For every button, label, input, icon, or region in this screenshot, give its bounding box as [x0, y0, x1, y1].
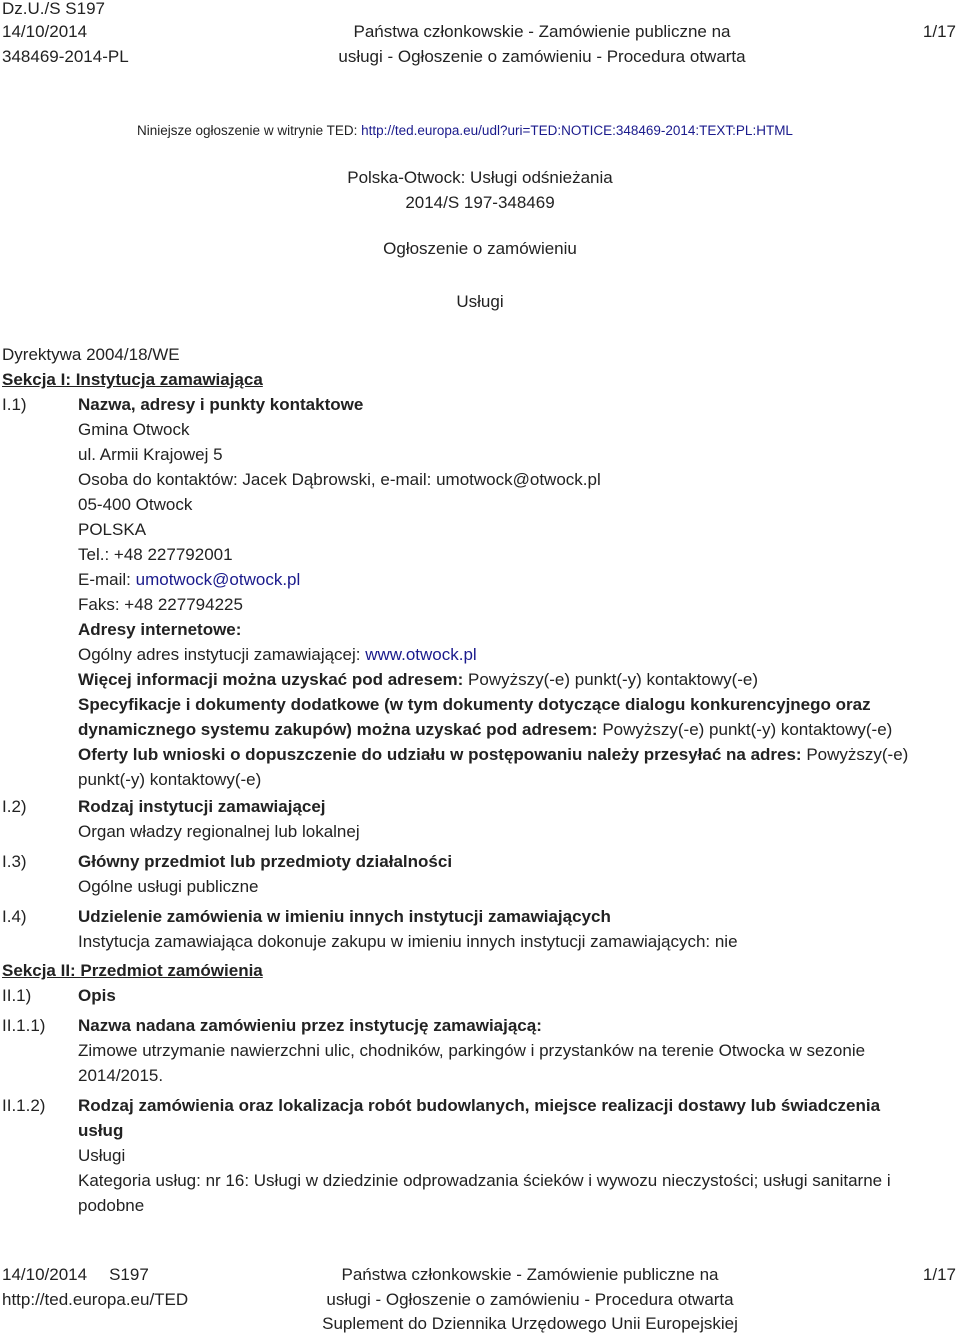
offers-value-2: punkt(-y) kontaktowy(-e): [78, 770, 262, 789]
ii12-category-2: podobne: [78, 1196, 145, 1215]
footer-title-line3: Suplement do Dziennika Urzędowego Unii Europejskiej: [322, 1314, 738, 1333]
i4-value: Instytucja zamawiająca dokonuje zakupu w imieniu innych instytucji zamawiających: nie: [78, 932, 738, 951]
footer-url[interactable]: http://ted.europa.eu/TED: [2, 1290, 189, 1309]
authority-fax: Faks: +48 227794225: [78, 595, 243, 614]
i4-number: I.4): [2, 907, 27, 926]
general-address-link[interactable]: www.otwock.pl: [365, 645, 477, 664]
ii12-title-2: usług: [78, 1121, 124, 1140]
spec-label-line2: dynamicznego systemu zakupów) można uzyskać pod adresem:: [78, 720, 603, 739]
notice-link-line: [137, 123, 793, 138]
ii1-title: Opis: [78, 986, 116, 1005]
header-title-line2: usługi - Ogłoszenie o zamówieniu - Procedura otwarta: [338, 47, 746, 66]
spec-value: Powyższy(-e) punkt(-y) kontaktowy(-e): [602, 720, 893, 739]
email-link[interactable]: umotwock@otwock.pl: [135, 570, 301, 589]
ii11-value-1: Zimowe utrzymanie nawierzchni ulic, chodników, parkingów i przystanków na terenie Otwocka w sezonie: [78, 1041, 866, 1060]
directive: Dyrektywa 2004/18/WE: [2, 345, 180, 364]
section2-heading: Sekcja II: Przedmiot zamówienia: [2, 961, 263, 980]
i3-title: Główny przedmiot lub przedmioty działalności: [78, 852, 453, 871]
footer-date: 14/10/2014: [2, 1265, 88, 1284]
more-info-line: [78, 667, 908, 692]
i4-title: Udzielenie zamówienia w imieniu innych instytucji zamawiających: [78, 907, 611, 926]
more-info-label: Więcej informacji można uzyskać pod adresem:: [78, 670, 469, 689]
ii12-number: II.1.2): [2, 1096, 46, 1115]
ii1-number: II.1): [2, 986, 32, 1005]
authority-city: 05-400 Otwock: [78, 495, 193, 514]
footer-title-line1: Państwa członkowskie - Zamówienie publiczne na: [341, 1265, 719, 1284]
header-title-line1: Państwa członkowskie - Zamówienie publiczne na: [353, 22, 731, 41]
authority-name: Gmina Otwock: [78, 420, 190, 439]
i3-block: [78, 849, 452, 899]
authority-tel: Tel.: +48 227792001: [78, 545, 233, 564]
notice-number: 2014/S 197-348469: [405, 193, 555, 212]
ii11-number: II.1.1): [2, 1016, 46, 1035]
i2-number: I.2): [2, 797, 27, 816]
journal-ref: Dz.U./S S197: [2, 0, 105, 18]
footer-title-line2: usługi - Ogłoszenie o zamówieniu - Procedura otwarta: [326, 1290, 734, 1309]
header-doc-id: 348469-2014-PL: [2, 47, 129, 66]
ii12-block: [78, 1093, 891, 1218]
authority-country: POLSKA: [78, 520, 147, 539]
offers-label: Oferty lub wnioski o dopuszczenie do udziału w postępowaniu należy przesyłać na adres:: [78, 745, 807, 764]
notice-title: Polska-Otwock: Usługi odśnieżania: [347, 168, 613, 187]
header-page: 1/17: [922, 22, 956, 41]
offers-value-1: Powyższy(-e): [806, 745, 909, 764]
notice-link-prefix: Niniejsze ogłoszenie w witrynie TED:: [137, 123, 362, 138]
more-info-value: Powyższy(-e) punkt(-y) kontaktowy(-e): [468, 670, 759, 689]
authority-street: ul. Armii Krajowej 5: [78, 445, 223, 464]
footer-issue: S197: [109, 1265, 149, 1284]
notice-type: Ogłoszenie o zamówieniu: [383, 239, 577, 258]
authority-email-line: [78, 567, 908, 592]
footer-page: 1/17: [922, 1265, 956, 1284]
i2-value: Organ władzy regionalnej lub lokalnej: [78, 822, 360, 841]
ii11-title: Nazwa nadana zamówieniu przez instytucję zamawiającą:: [78, 1016, 542, 1035]
notice-category: Usługi: [456, 292, 504, 311]
ii12-type: Usługi: [78, 1146, 126, 1165]
i3-value: Ogólne usługi publiczne: [78, 877, 259, 896]
i4-block: [78, 904, 738, 954]
i1-block: [78, 392, 908, 792]
ii11-value-2: 2014/2015.: [78, 1066, 164, 1085]
i1-number: I.1): [2, 395, 27, 414]
ii12-category-1: Kategoria usług: nr 16: Usługi w dziedzinie odprowadzania ścieków i wywozu nieczystości; usługi sanitarne i: [78, 1171, 891, 1190]
general-address-label: Ogólny adres instytucji zamawiającej:: [78, 645, 366, 664]
spec-line2: [78, 717, 908, 742]
footer-date-issue: [2, 1262, 149, 1287]
i3-number: I.3): [2, 852, 27, 871]
notice-link[interactable]: http://ted.europa.eu/udl?uri=TED:NOTICE:348469-2014:TEXT:PL:HTML: [361, 123, 793, 138]
offers-line1: [78, 742, 908, 767]
internet-addresses-label: Adresy internetowe:: [78, 620, 242, 639]
ii11-block: [78, 1013, 865, 1088]
i1-title: Nazwa, adresy i punkty kontaktowe: [78, 395, 364, 414]
header-date: 14/10/2014: [2, 22, 88, 41]
ii12-title-1: Rodzaj zamówienia oraz lokalizacja robót budowlanych, miejsce realizacji dostawy lub świadczenia: [78, 1096, 881, 1115]
i2-title: Rodzaj instytucji zamawiającej: [78, 797, 326, 816]
email-label: E-mail:: [78, 570, 136, 589]
i2-block: [78, 794, 360, 844]
authority-contact: Osoba do kontaktów: Jacek Dąbrowski, e-mail: umotwock@otwock.pl: [78, 470, 601, 489]
general-address-line: [78, 642, 908, 667]
spec-label-line1: Specyfikacje i dokumenty dodatkowe (w tym dokumenty dotyczące dialogu konkurencyjnego oraz: [78, 695, 871, 714]
section1-heading: Sekcja I: Instytucja zamawiająca: [2, 370, 263, 389]
